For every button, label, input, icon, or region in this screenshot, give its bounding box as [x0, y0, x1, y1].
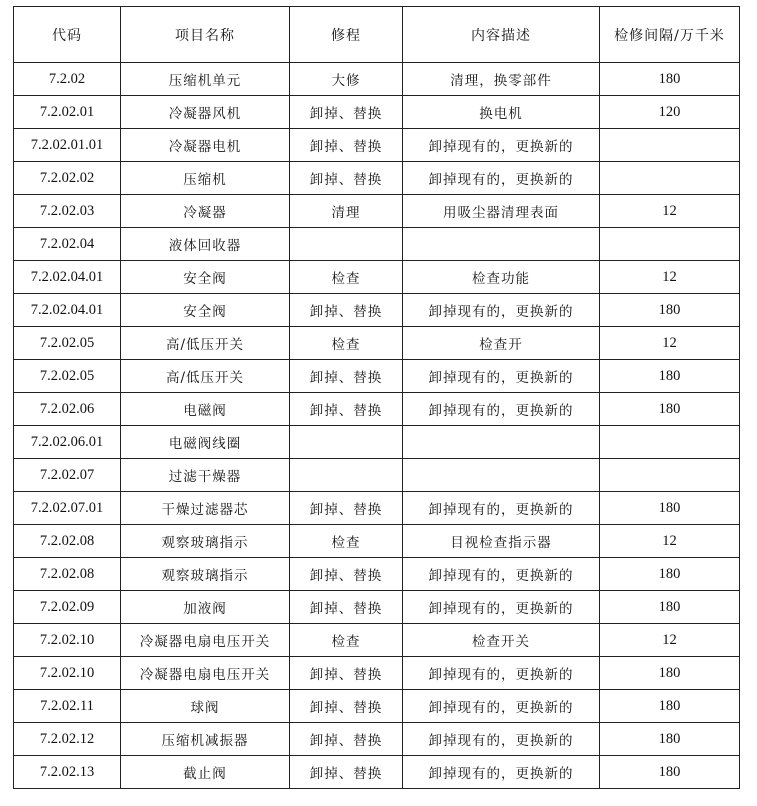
cell-procedure: 卸掉、替换 — [290, 492, 403, 525]
cell-procedure: 卸掉、替换 — [290, 294, 403, 327]
cell-description: 检查开关 — [403, 624, 600, 657]
cell-item-name: 高/低压开关 — [121, 360, 290, 393]
cell-interval — [600, 162, 740, 195]
cell-item-name: 电磁阀 — [121, 393, 290, 426]
cell-code: 7.2.02 — [14, 63, 121, 96]
cell-item-name: 冷凝器电扇电压开关 — [121, 624, 290, 657]
cell-code: 7.2.02.01.01 — [14, 129, 121, 162]
cell-interval: 180 — [600, 657, 740, 690]
cell-item-name: 冷凝器 — [121, 195, 290, 228]
cell-description: 卸掉现有的，更换新的 — [403, 558, 600, 591]
cell-procedure: 检查 — [290, 327, 403, 360]
cell-description: 换电机 — [403, 96, 600, 129]
table-row — [14, 162, 740, 195]
cell-interval — [600, 459, 740, 492]
cell-item-name: 冷凝器风机 — [121, 96, 290, 129]
cell-code: 7.2.02.09 — [14, 591, 121, 624]
cell-item-name: 截止阀 — [121, 756, 290, 789]
cell-description — [403, 459, 600, 492]
table-row — [14, 459, 740, 492]
cell-description: 卸掉现有的，更换新的 — [403, 360, 600, 393]
cell-interval: 12 — [600, 624, 740, 657]
maintenance-table — [13, 6, 740, 789]
table-row — [14, 756, 740, 789]
cell-item-name: 压缩机单元 — [121, 63, 290, 96]
cell-procedure — [290, 228, 403, 261]
table-row — [14, 393, 740, 426]
cell-description: 用吸尘器清理表面 — [403, 195, 600, 228]
cell-description: 目视检查指示器 — [403, 525, 600, 558]
cell-procedure: 卸掉、替换 — [290, 162, 403, 195]
cell-code: 7.2.02.05 — [14, 360, 121, 393]
table-row — [14, 63, 740, 96]
cell-procedure: 卸掉、替换 — [290, 96, 403, 129]
cell-procedure: 卸掉、替换 — [290, 591, 403, 624]
cell-description: 卸掉现有的，更换新的 — [403, 591, 600, 624]
cell-description — [403, 426, 600, 459]
table-row — [14, 96, 740, 129]
cell-description: 检查功能 — [403, 261, 600, 294]
cell-interval: 180 — [600, 558, 740, 591]
cell-description: 卸掉现有的，更换新的 — [403, 162, 600, 195]
cell-procedure: 清理 — [290, 195, 403, 228]
cell-interval: 180 — [600, 756, 740, 789]
cell-interval: 180 — [600, 393, 740, 426]
table-row — [14, 294, 740, 327]
cell-interval: 120 — [600, 96, 740, 129]
cell-procedure: 卸掉、替换 — [290, 129, 403, 162]
table-row — [14, 558, 740, 591]
cell-interval: 12 — [600, 195, 740, 228]
cell-item-name: 冷凝器电扇电压开关 — [121, 657, 290, 690]
cell-description: 卸掉现有的，更换新的 — [403, 129, 600, 162]
cell-code: 7.2.02.10 — [14, 624, 121, 657]
cell-code: 7.2.02.07.01 — [14, 492, 121, 525]
cell-procedure — [290, 426, 403, 459]
cell-item-name: 安全阀 — [121, 261, 290, 294]
cell-code: 7.2.02.13 — [14, 756, 121, 789]
cell-code: 7.2.02.06.01 — [14, 426, 121, 459]
table-row — [14, 195, 740, 228]
cell-item-name: 安全阀 — [121, 294, 290, 327]
table-row — [14, 723, 740, 756]
header-item-name: 项目名称 — [121, 7, 290, 63]
cell-item-name: 观察玻璃指示 — [121, 558, 290, 591]
cell-interval — [600, 228, 740, 261]
cell-code: 7.2.02.05 — [14, 327, 121, 360]
header-row — [14, 7, 740, 63]
cell-item-name: 压缩机 — [121, 162, 290, 195]
cell-item-name: 高/低压开关 — [121, 327, 290, 360]
cell-description: 卸掉现有的，更换新的 — [403, 294, 600, 327]
cell-item-name: 干燥过滤器芯 — [121, 492, 290, 525]
cell-description: 卸掉现有的，更换新的 — [403, 492, 600, 525]
cell-code: 7.2.02.12 — [14, 723, 121, 756]
cell-code: 7.2.02.07 — [14, 459, 121, 492]
table-row — [14, 657, 740, 690]
cell-interval: 180 — [600, 690, 740, 723]
cell-code: 7.2.02.11 — [14, 690, 121, 723]
cell-procedure: 卸掉、替换 — [290, 723, 403, 756]
cell-code: 7.2.02.04.01 — [14, 294, 121, 327]
table-row — [14, 624, 740, 657]
table-body — [14, 63, 740, 789]
cell-procedure: 卸掉、替换 — [290, 360, 403, 393]
cell-item-name: 观察玻璃指示 — [121, 525, 290, 558]
table-row — [14, 261, 740, 294]
cell-item-name: 球阀 — [121, 690, 290, 723]
cell-code: 7.2.02.02 — [14, 162, 121, 195]
cell-procedure: 卸掉、替换 — [290, 690, 403, 723]
cell-description — [403, 228, 600, 261]
cell-code: 7.2.02.08 — [14, 558, 121, 591]
cell-interval — [600, 129, 740, 162]
cell-interval: 180 — [600, 294, 740, 327]
cell-procedure: 卸掉、替换 — [290, 756, 403, 789]
cell-procedure: 检查 — [290, 261, 403, 294]
table-row — [14, 228, 740, 261]
table-row — [14, 327, 740, 360]
table-row — [14, 129, 740, 162]
cell-item-name: 液体回收器 — [121, 228, 290, 261]
table-row — [14, 492, 740, 525]
table-row — [14, 525, 740, 558]
cell-interval: 180 — [600, 63, 740, 96]
cell-code: 7.2.02.06 — [14, 393, 121, 426]
cell-code: 7.2.02.08 — [14, 525, 121, 558]
maintenance-table-container — [13, 6, 740, 789]
cell-interval: 180 — [600, 591, 740, 624]
cell-description: 卸掉现有的，更换新的 — [403, 756, 600, 789]
cell-procedure: 检查 — [290, 624, 403, 657]
cell-procedure: 卸掉、替换 — [290, 657, 403, 690]
cell-code: 7.2.02.04.01 — [14, 261, 121, 294]
cell-description: 卸掉现有的，更换新的 — [403, 723, 600, 756]
cell-procedure: 大修 — [290, 63, 403, 96]
cell-interval: 12 — [600, 327, 740, 360]
cell-interval: 12 — [600, 525, 740, 558]
cell-interval — [600, 426, 740, 459]
cell-procedure: 卸掉、替换 — [290, 558, 403, 591]
table-header — [14, 7, 740, 63]
cell-description: 卸掉现有的，更换新的 — [403, 657, 600, 690]
cell-interval: 180 — [600, 723, 740, 756]
cell-interval: 180 — [600, 492, 740, 525]
cell-item-name: 加液阀 — [121, 591, 290, 624]
cell-code: 7.2.02.04 — [14, 228, 121, 261]
header-procedure: 修程 — [290, 7, 403, 63]
header-description: 内容描述 — [403, 7, 600, 63]
table-row — [14, 360, 740, 393]
cell-item-name: 电磁阀线圈 — [121, 426, 290, 459]
header-code: 代码 — [14, 7, 121, 63]
cell-item-name: 压缩机减振器 — [121, 723, 290, 756]
table-row — [14, 426, 740, 459]
table-row — [14, 690, 740, 723]
cell-interval: 180 — [600, 360, 740, 393]
cell-interval: 12 — [600, 261, 740, 294]
cell-item-name: 过滤干燥器 — [121, 459, 290, 492]
cell-code: 7.2.02.03 — [14, 195, 121, 228]
cell-procedure: 卸掉、替换 — [290, 393, 403, 426]
cell-description: 检查开 — [403, 327, 600, 360]
cell-procedure: 检查 — [290, 525, 403, 558]
cell-description: 卸掉现有的，更换新的 — [403, 393, 600, 426]
header-interval: 检修间隔/万千米 — [600, 7, 740, 63]
cell-item-name: 冷凝器电机 — [121, 129, 290, 162]
cell-description: 卸掉现有的，更换新的 — [403, 690, 600, 723]
cell-code: 7.2.02.10 — [14, 657, 121, 690]
cell-description: 清理，换零部件 — [403, 63, 600, 96]
cell-code: 7.2.02.01 — [14, 96, 121, 129]
table-row — [14, 591, 740, 624]
cell-procedure — [290, 459, 403, 492]
